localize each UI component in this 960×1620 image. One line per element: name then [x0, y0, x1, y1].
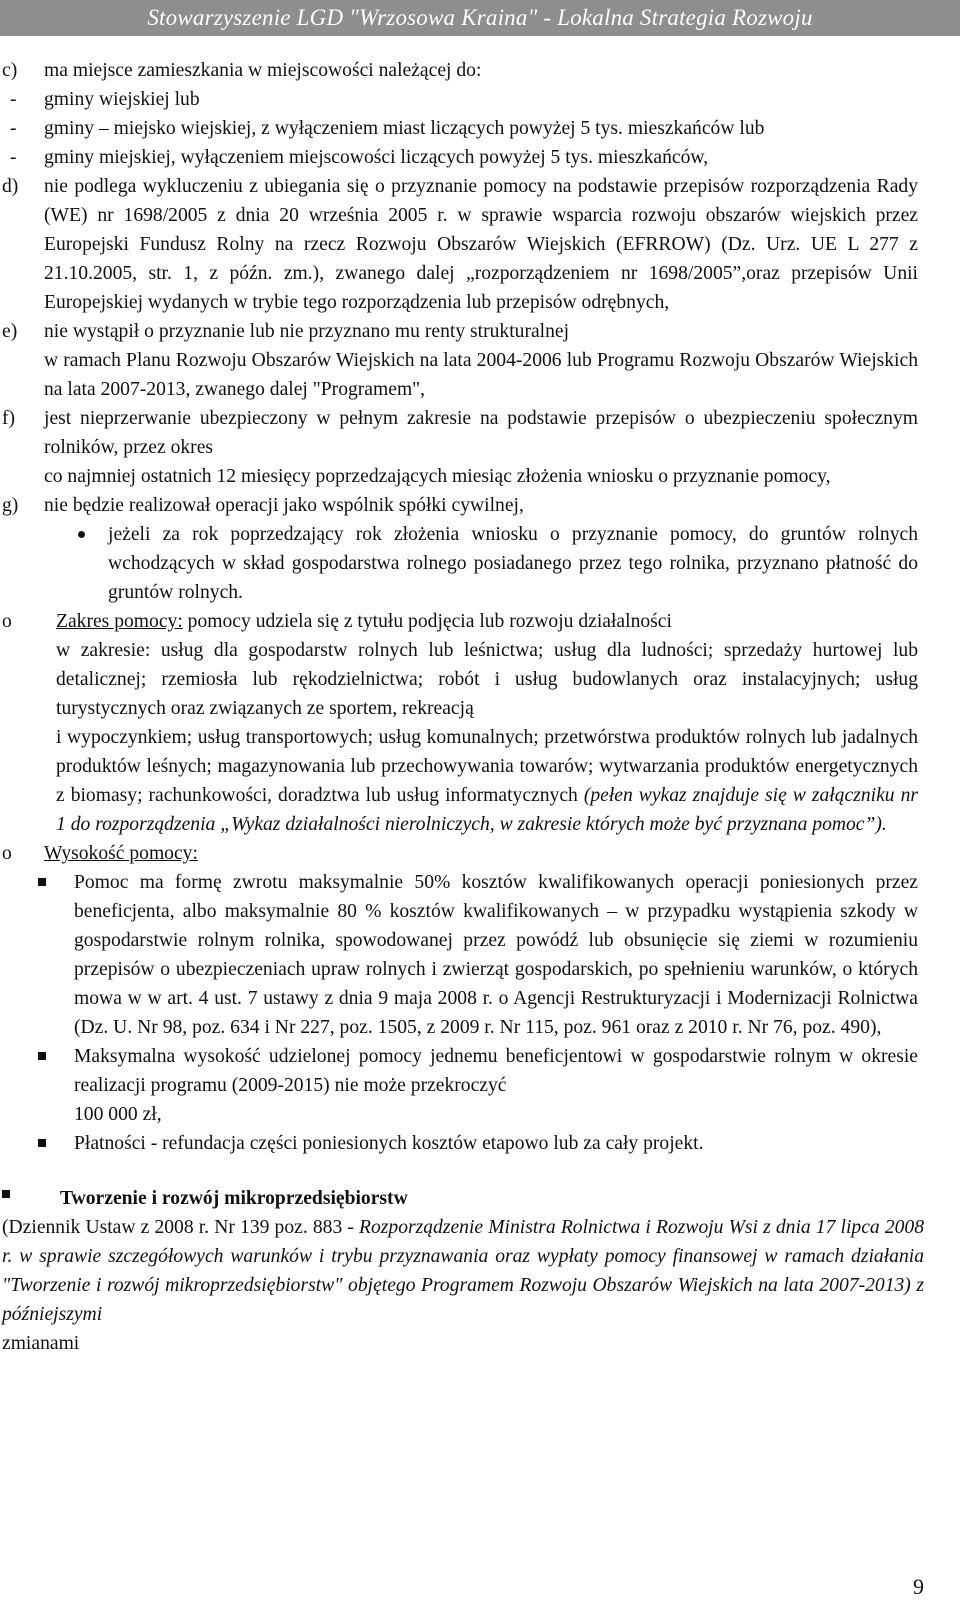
item-e-label: e)	[2, 321, 18, 342]
square-bullet-icon	[38, 1139, 46, 1147]
section-reference-end	[0, 1329, 960, 1358]
wysokosc-bullet-1	[0, 868, 918, 1042]
dash-marker: -	[10, 118, 17, 139]
zakres-section	[0, 607, 918, 636]
page-number: 9	[913, 1574, 924, 1599]
wysokosc-bullet-3-text: Płatności - refundacja części poniesionych kosztów etapowo lub za cały projekt.	[74, 1133, 704, 1154]
circle-bullet-icon: o	[2, 843, 12, 864]
wysokosc-bullet-3	[0, 1129, 960, 1158]
section-heading	[0, 1184, 960, 1213]
item-g-bullet	[0, 520, 918, 607]
wysokosc-heading: Wysokość pomocy:	[44, 843, 198, 864]
zakres-text-italic: (pełen wykaz znajduje się w załączniku nr 1 do rozporządzenia „Wykaz działalności nierolniczych, w zakresie których może być przyznana pomoc”).	[56, 785, 919, 835]
item-c-dash-2	[0, 114, 918, 143]
wysokosc-section	[0, 839, 960, 868]
item-d	[0, 172, 918, 317]
square-bullet-icon	[2, 1190, 10, 1198]
zakres-text-block-2	[0, 723, 918, 839]
zakres-text-3: i wypoczynkiem; usług transportowych; usług komunalnych; przetwórstwa produktów rolnych lub jadalnych produktów leśnych; magazynowania lub przechowywania towarów; wytwarzania produktów energetycznych z biomasy; rachunkowości, doradztwa lub usług informatycznych	[56, 727, 918, 806]
section-reference	[0, 1213, 924, 1329]
item-c-dash-1-text: gminy wiejskiej lub	[44, 89, 200, 110]
section-title: Tworzenie i rozwój mikroprzedsiębiorstw	[60, 1188, 408, 1209]
zakres-text-block-1	[0, 636, 918, 723]
zakres-text-1: pomocy udziela się z tytułu podjęcia lub rozwoju działalności	[182, 611, 672, 632]
reference-italic: Rozporządzenie Ministra Rolnictwa i Rozwoju Wsi z dnia 17 lipca 2008 r. w sprawie szczegółowych warunków i trybu przyznawania oraz wypłaty pomocy finansowej w ramach działania "Tworzenie i rozwój mikroprzedsiębiorstw" objętego Programem Rozwoju Obszarów Wiejskich na lata 2007-2013) z późniejszymi	[2, 1217, 925, 1325]
wysokosc-bullet-1-text: Pomoc ma formę zwrotu maksymalnie 50% kosztów kwalifikowanych operacji poniesionych przez beneficjenta, albo maksymalnie 80 % kosztów kwalifikowanych – w przypadku wystąpienia szkody w gospodarstwie rolnym rolnika, spowodowanej przez powódź lub obsunięcie się ziemi w rozumieniu przepisów o ubezpieczeniach upraw rolnych i zwierząt gospodarskich, po spełnieniu warunków, o których mowa w w art. 4 ust. 7 ustawy z dnia 9 maja 2008 r. o Agencji Restrukturyzacji i Modernizacji Rolnictwa (Dz. U. Nr 98, poz. 634 i Nr 227, poz. 1505, z 2009 r. Nr 115, poz. 961 oraz z 2010 r. Nr 76, poz. 490),	[74, 872, 918, 1038]
zakres-heading: Zakres pomocy:	[56, 611, 183, 632]
item-f-text-2: co najmniej ostatnich 12 miesięcy poprzedzających miesiąc złożenia wniosku o przyznanie pomocy,	[44, 466, 831, 487]
item-c-dash-3	[0, 143, 960, 172]
page-header: Stowarzyszenie LGD "Wrzosowa Kraina" - Lokalna Strategia Rozwoju	[0, 0, 960, 36]
item-f-label: f)	[2, 408, 16, 429]
item-c-text: ma miejsce zamieszkania w miejscowości należącej do:	[44, 60, 482, 81]
wysokosc-bullet-2	[0, 1042, 918, 1100]
dash-marker: -	[10, 147, 17, 168]
dash-marker: -	[10, 89, 17, 110]
item-c	[0, 56, 960, 85]
item-g-text: nie będzie realizował operacji jako wspólnik spółki cywilnej,	[44, 495, 524, 516]
wysokosc-bullet-2-amount	[0, 1100, 960, 1129]
item-c-dash-3-text: gminy miejskiej, wyłączeniem miejscowości liczących powyżej 5 tys. mieszkańców,	[44, 147, 709, 168]
document-body	[0, 56, 960, 1358]
item-d-text: nie podlega wykluczeniu z ubiegania się o przyznanie pomocy na podstawie przepisów rozporządzenia Rady (WE) nr 1698/2005 z dnia 20 września 2005 r. w sprawie wsparcia rozwoju obszarów wiejskich przez Europejski Fundusz Rolny na rzecz Rozwoju Obszarów Wiejskich (EFRROW) (Dz. Urz. UE L 277 z 21.10.2005, str. 1, z późn. zm.), zwanego dalej „rozporządzeniem nr 1698/2005”,oraz przepisów Unii Europejskiej wydanych w trybie tego rozporządzenia lub przepisów odrębnych,	[44, 176, 918, 313]
reference-plain: (Dziennik Ustaw z 2008 r. Nr 139 poz. 883 -	[2, 1217, 360, 1238]
item-e-text-2: w ramach Planu Rozwoju Obszarów Wiejskich na lata 2004-2006 lub Programu Rozwoju Obszarów Wiejskich na lata 2007-2013, zwanego dalej "Programem",	[44, 350, 918, 400]
square-bullet-icon	[38, 878, 46, 886]
item-c-dash-1	[0, 85, 960, 114]
item-e-cont	[0, 346, 918, 404]
item-f-text-1: jest nieprzerwanie ubezpieczony w pełnym zakresie na podstawie przepisów o ubezpieczeniu społecznym rolników, przez okres	[44, 408, 918, 458]
item-f	[0, 404, 918, 462]
item-e-text-1: nie wystąpił o przyznanie lub nie przyznano mu renty strukturalnej	[44, 321, 570, 342]
item-c-dash-2-text: gminy – miejsko wiejskiej, z wyłączeniem miast liczących powyżej 5 tys. mieszkańców lub	[44, 118, 765, 139]
item-d-label: d)	[2, 176, 19, 197]
item-e	[0, 317, 960, 346]
item-g-label: g)	[2, 495, 19, 516]
wysokosc-bullet-2-text: Maksymalna wysokość udzielonej pomocy jednemu beneficjentowi w gospodarstwie rolnym w okresie realizacji programu (2009-2015) nie może przekroczyć	[74, 1046, 918, 1096]
bullet-dot-icon	[78, 531, 85, 538]
item-g-bullet-text: jeżeli za rok poprzedzający rok złożenia wniosku o przyznanie pomocy, do gruntów rolnych wchodzących w skład gospodarstwa rolnego posiadanego przez tego rolnika, przyznano płatność do gruntów rolnych.	[108, 524, 918, 603]
max-amount: 100 000 zł,	[74, 1104, 162, 1125]
square-bullet-icon	[38, 1052, 46, 1060]
circle-bullet-icon: o	[2, 611, 12, 632]
item-f-cont	[0, 462, 918, 491]
zakres-text-2: w zakresie: usług dla gospodarstw rolnych lub leśnictwa; usług dla ludności; sprzedaży hurtowej lub detalicznej; rzemiosła lub rękodzielnictwa; robót i usług budowlanych oraz instalacyjnych; usług turystycznych oraz związanych ze sportem, rekreacją	[56, 640, 918, 719]
item-g	[0, 491, 960, 520]
item-c-label: c)	[2, 60, 18, 81]
reference-end: zmianami	[2, 1333, 80, 1354]
